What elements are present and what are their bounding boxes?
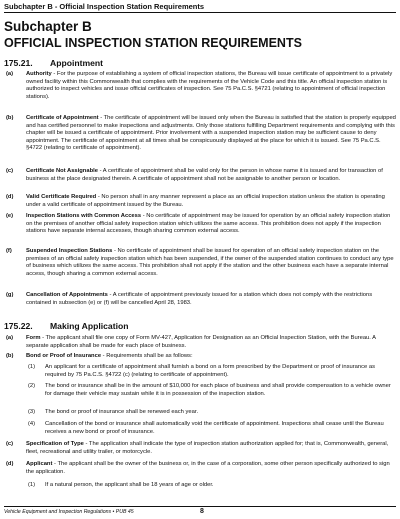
paragraph-text: - A certificate of appointment previously issued for a station which does not comply with the restrictions contained in subsection (e) or (f) will be cancelled April 28, 1983. (26, 292, 373, 306)
subparagraph-text: An applicant for a certificate of appointment shall furnish a bond on a form prescribed by the Department or proof of insurance as required by 75 Pa.C.S. §4722 (c) (relating to certificate of appointment). (45, 364, 375, 378)
paragraph-label: (d) (6, 461, 14, 467)
section-title: Appointment (50, 58, 103, 68)
section-title: Making Application (50, 321, 129, 331)
paragraph-term: Authority (26, 71, 52, 77)
paragraph-authority (4, 71, 396, 101)
paragraph-label: (f) (6, 248, 12, 254)
paragraph-certificate-of-appointment (4, 115, 396, 153)
subparagraph-b-1 (26, 364, 396, 379)
paragraph-term: Applicant (26, 461, 53, 467)
paragraph-applicant (4, 461, 396, 476)
subparagraph-label: (1) (28, 364, 36, 370)
subparagraph-label: (1) (28, 482, 36, 488)
paragraph-suspended-stations (4, 248, 396, 278)
paragraph-term: Form (26, 335, 41, 341)
subparagraph-d-1 (26, 482, 396, 490)
page-number: 8 (200, 508, 204, 515)
paragraph-certificate-not-assignable (4, 168, 396, 183)
subparagraph-text: Cancellation of the bond or insurance shall automatically void the certificate of appointment. Inspections shall cease until the Bureau receives a new bond or proof of insurance. (45, 421, 384, 435)
paragraph-text: - The applicant shall file one copy of Form MV-427, Application for Designation as an Official Inspection Station, with the Bureau. A separate application shall be made for each place of business. (26, 335, 376, 349)
paragraph-text: - A certificate of appointment shall be valid only for the person in whose name it is issued and for transaction of business at the place designated therein. A certificate of appointment shall not be assignable to another person or location. (26, 168, 383, 182)
subparagraph-text: If a natural person, the applicant shall be 18 years of age or older. (45, 482, 214, 488)
paragraph-term: Inspection Stations with Common Access (26, 213, 142, 219)
paragraph-valid-certificate-required (4, 194, 396, 209)
paragraph-term: Cancellation of Appointments (26, 292, 108, 298)
paragraph-label: (b) (6, 353, 14, 359)
subparagraph-text: The bond or proof of insurance shall be renewed each year. (45, 409, 199, 415)
paragraph-text: - No certificate of appointment may be issued for operation by an official safety inspection station on the premises of another official safety inspection station which utilizes the same access. This prohibition does not apply if the inspection stations have separate internal accesses, though sharing common external access. (26, 213, 391, 234)
paragraph-label: (a) (6, 71, 14, 77)
subparagraph-text: The bond or insurance shall be in the amount of $10,000 for each place of business and shall provide compensation to a vehicle owner for damage their vehicle may sustain while it is in possession of the inspection station. (45, 383, 391, 397)
section-number: 175.21. (4, 58, 33, 68)
chapter-title: OFFICIAL INSPECTION STATION REQUIREMENTS (4, 36, 302, 50)
paragraph-term: Suspended Inspection Stations (26, 248, 113, 254)
paragraph-text: - The certificate of appointment will be issued only when the Bureau is satisfied that the station is properly equipped and has certified personnel to make inspections and adjustments. Only those stations fulfilling Department requirements and complying with this chapter will be issued a certificate of appointment. Prior involvement with a suspended inspection station may be sufficient cause to deny appointment. The certificate of appointment at all times shall be conspicuously displayed at the place for which it is issued. See 75 Pa.C.S. §4722 (relating to certificate of appointment). (26, 115, 396, 151)
subparagraph-label: (2) (28, 383, 36, 389)
paragraph-label: (g) (6, 292, 14, 298)
section-heading-175-21 (4, 58, 103, 68)
subparagraph-label: (4) (28, 421, 36, 427)
paragraph-label: (d) (6, 194, 14, 200)
section-heading-175-22 (4, 321, 128, 331)
paragraph-text: - The applicant shall be the owner of the business or, in the case of a corporation, some other person specifically authorized to sign the application. (26, 461, 390, 475)
paragraph-cancellation (4, 292, 396, 307)
paragraph-label: (c) (6, 441, 14, 447)
subparagraph-b-2 (26, 383, 396, 398)
running-head: Subchapter B - Official Inspection Station Requirements (4, 2, 396, 13)
paragraph-term: Bond or Proof of Insurance (26, 353, 102, 359)
paragraph-text: - No person shall in any manner represent a place as an official inspection station unless the station is operating under a valid certificate of appointment issued by the Bureau. (26, 194, 385, 208)
paragraph-common-access (4, 213, 396, 236)
footer-publication: Vehicle Equipment and Inspection Regulations • PUB 45 (4, 509, 134, 515)
paragraph-form (4, 335, 396, 350)
paragraph-bond-or-insurance (4, 353, 396, 361)
paragraph-label: (e) (6, 213, 14, 219)
section-number: 175.22. (4, 321, 33, 331)
paragraph-text: - No certificate of appointment shall be issued for operation of an official safety inspection station on the premises of an official safety inspection station which has been suspended, if the owner of the suspended station continues to conduct any type of business which utilizes the same access. This prohibition shall not apply if the station and the other business each have a separate internal access, though sharing a common external access. (26, 248, 394, 277)
page-footer (4, 506, 396, 519)
paragraph-term: Certificate of Appointment (26, 115, 99, 121)
subchapter-title: Subchapter B (4, 19, 92, 34)
paragraph-text: - The application shall indicate the type of inspection station authorization applied for; that is, Commonwealth, general, fleet, recreational and utility trailer, or motorcycle. (26, 441, 389, 455)
paragraph-text: - For the purpose of establishing a system of official inspection stations, the Bureau will issue certificate of appointment to a privately owned facility within this Commonwealth that complies with the requirements of the Vehicle Code and this title. An official inspection station is authorized to inspect vehicles and issue official certificates of inspection. See 75 Pa.C.S. §4721 (relating to appointment of official inspection stations). (26, 71, 393, 100)
paragraph-term: Valid Certificate Required (26, 194, 97, 200)
paragraph-label: (a) (6, 335, 14, 341)
subparagraph-label: (3) (28, 409, 36, 415)
paragraph-specification-of-type (4, 441, 396, 456)
paragraph-term: Specification of Type (26, 441, 84, 447)
paragraph-text: - Requirements shall be as follows: (101, 353, 193, 359)
subparagraph-b-4 (26, 421, 396, 436)
subparagraph-b-3 (26, 409, 396, 417)
paragraph-label: (c) (6, 168, 14, 174)
paragraph-term: Certificate Not Assignable (26, 168, 98, 174)
paragraph-label: (b) (6, 115, 14, 121)
